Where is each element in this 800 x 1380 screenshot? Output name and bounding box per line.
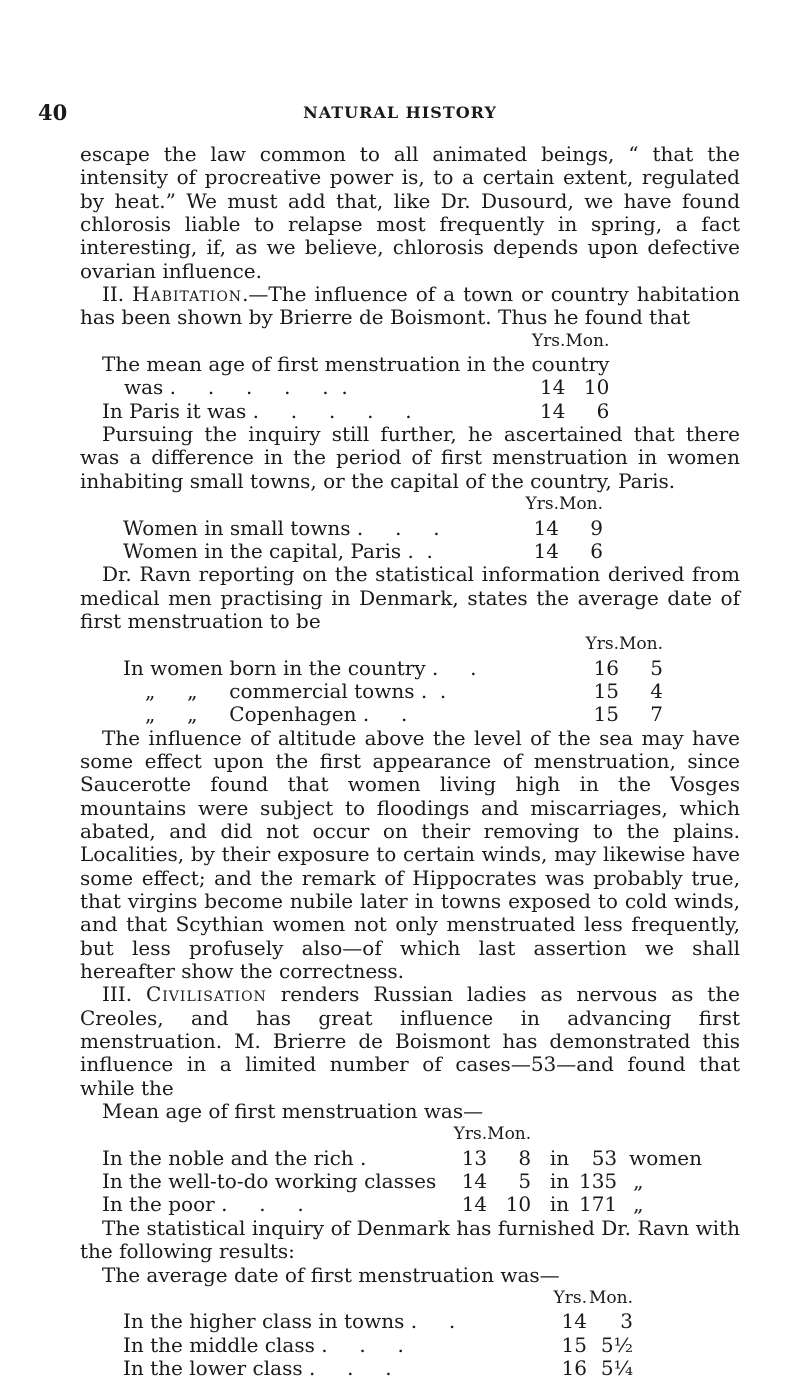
cell-mon: 4 bbox=[650, 678, 663, 703]
cell-yrs: 14 bbox=[533, 515, 559, 540]
paragraph-habitation bbox=[80, 283, 740, 330]
row-label: „ „ commercial towns bbox=[145, 678, 415, 703]
table-row bbox=[123, 680, 663, 703]
row-label: Women in the capital, Paris bbox=[123, 538, 402, 563]
cell-unit: „ bbox=[633, 1169, 644, 1194]
header-yrs: Yrs. bbox=[553, 1287, 587, 1308]
table-row bbox=[123, 540, 603, 563]
row-label: In the lower class bbox=[123, 1355, 303, 1380]
table-row bbox=[123, 1334, 633, 1357]
leader-dots: . . . . . bbox=[252, 398, 412, 423]
cell-in: in bbox=[549, 1145, 570, 1170]
cell-mon: 8 bbox=[518, 1145, 532, 1170]
cell-yrs: 15 bbox=[561, 1332, 587, 1357]
cell-yrs: 14 bbox=[461, 1169, 488, 1194]
cell-yrs: 14 bbox=[533, 538, 559, 563]
section-heading-civilisation: Civilisation bbox=[145, 982, 267, 1007]
header-mon: Mon. bbox=[619, 634, 663, 655]
cell-mon: 10 bbox=[583, 375, 610, 400]
page-number: 40 bbox=[38, 100, 68, 125]
row-label: In Paris it was bbox=[102, 398, 247, 423]
header-yrs: Yrs. bbox=[453, 1124, 488, 1145]
table-row bbox=[102, 1193, 702, 1216]
table-row bbox=[102, 1170, 702, 1193]
table-row bbox=[102, 353, 609, 376]
cell-mon: 6 bbox=[590, 538, 603, 563]
row-label: was bbox=[124, 375, 164, 400]
section-number: III. bbox=[102, 982, 146, 1007]
cell-unit: „ bbox=[633, 1192, 644, 1217]
row-label: In the middle class bbox=[123, 1332, 315, 1357]
cell-yrs: 16 bbox=[561, 1355, 587, 1380]
header-yrs: Yrs. bbox=[525, 494, 559, 515]
cell-mon: 3 bbox=[620, 1309, 633, 1334]
cell-yrs: 14 bbox=[561, 1309, 587, 1334]
cell-mon: 7 bbox=[650, 702, 663, 727]
paragraph-3: Pursuing the inquiry still further, he ascertained that there was a difference in the period of first menstruation in women inhabiting small towns, or the capital of the country, Paris. bbox=[80, 422, 740, 493]
table-classes-boismont bbox=[102, 1123, 702, 1216]
cell-mon: 5¼ bbox=[600, 1355, 633, 1380]
average-line: The average date of first menstruation was— bbox=[102, 1262, 560, 1287]
leader-dots: . . . . . . bbox=[169, 375, 348, 400]
cell-count: 171 bbox=[578, 1192, 618, 1217]
page-body bbox=[80, 143, 740, 1380]
cell-yrs: 13 bbox=[461, 1145, 488, 1170]
header-mon: Mon. bbox=[487, 1124, 532, 1145]
cell-count: 53 bbox=[591, 1145, 618, 1170]
header-mon: Mon. bbox=[565, 330, 610, 351]
table-row bbox=[123, 517, 603, 540]
header-yrs: Yrs. bbox=[531, 330, 566, 351]
leader-dots: . bbox=[360, 1145, 367, 1170]
row-label: The mean age of first menstruation in the country bbox=[102, 352, 610, 377]
cell-yrs: 15 bbox=[593, 702, 619, 727]
table-row bbox=[123, 703, 663, 726]
cell-yrs: 14 bbox=[539, 375, 566, 400]
paragraph-1: escape the law common to all animated beings, “ that the intensity of procreative power is, to a certain extent, regulated by heat.” We must add that, like Dr. Dusourd, we have found chlorosis liable to relapse most frequently in spring, a fact interesting, if, as we believe, chlorosis depends upon defective ovarian influence. bbox=[80, 142, 740, 283]
table-country-paris bbox=[102, 330, 609, 423]
paragraph-text: .—The influence of a town or country habitation has been shown by Brierre de Boismont. Thus he found that bbox=[80, 282, 741, 330]
row-label: In the well-to-do working classes bbox=[102, 1169, 437, 1194]
paragraph-text: renders Russian ladies as nervous as the Creoles, and has great influence in advancing first menstruation. M. Brierre de Boismont has demonstrated this influence in a limited number of cases—53—and found that while the bbox=[80, 982, 741, 1100]
header-yrs: Yrs. bbox=[585, 634, 619, 655]
paragraph-civilisation bbox=[80, 983, 740, 1100]
cell-yrs: 15 bbox=[593, 678, 619, 703]
leader-dots: . . . bbox=[321, 1332, 404, 1357]
table-row bbox=[102, 400, 609, 423]
row-label: In the noble and the rich bbox=[102, 1145, 354, 1170]
cell-mon: 5 bbox=[650, 655, 663, 680]
table-denmark-ravn bbox=[123, 633, 663, 726]
leader-dots: . . . bbox=[356, 515, 440, 540]
leader-dots: . . bbox=[432, 655, 477, 680]
paragraph-5: The influence of altitude above the level of the sea may have some effect upon the first appearance of menstruation, since Saucerotte found that women living high in the Vosges mountains were subject to floodings and miscarriages, which abated, and did not occur on their removing to the plains. Localities, by their exposure to certain winds, may likewise have some effect; and the remark of Hippocrates was probably true, that virgins become nubile later in towns exposed to cold winds, and that Scythian women not only menstruated less frequently, but less profusely also—of which last assertion we shall hereafter show the correctness. bbox=[80, 725, 740, 984]
leader-dots: . . . bbox=[308, 1355, 392, 1380]
section-number: II. bbox=[102, 282, 133, 307]
table-row bbox=[102, 1147, 702, 1170]
leader-dots: . . bbox=[420, 678, 447, 703]
leader-dots: . . bbox=[410, 1309, 456, 1334]
cell-mon: 5 bbox=[518, 1169, 532, 1194]
paragraph-7: The statistical inquiry of Denmark has furnished Dr. Ravn with the following results: bbox=[80, 1215, 740, 1264]
row-label: In the poor bbox=[102, 1192, 215, 1217]
cell-mon: 5½ bbox=[600, 1332, 633, 1357]
header-mon: Mon. bbox=[559, 494, 603, 515]
table-row bbox=[123, 1310, 633, 1333]
cell-mon: 9 bbox=[590, 515, 603, 540]
cell-in: in bbox=[549, 1192, 570, 1217]
page-header bbox=[0, 100, 800, 130]
row-label: Women in small towns bbox=[123, 515, 351, 540]
cell-yrs: 14 bbox=[461, 1192, 488, 1217]
row-label: In women born in the country bbox=[123, 655, 426, 680]
table-towns-capital bbox=[123, 493, 603, 563]
cell-count: 135 bbox=[578, 1169, 618, 1194]
table-classes-ravn bbox=[123, 1287, 633, 1380]
table-row bbox=[123, 657, 663, 680]
table-row bbox=[102, 376, 609, 399]
row-label: „ „ Copenhagen bbox=[145, 702, 357, 727]
mean-age-line: Mean age of first menstruation was— bbox=[102, 1099, 484, 1124]
cell-in: in bbox=[549, 1169, 570, 1194]
running-title: NATURAL HISTORY bbox=[303, 103, 497, 122]
cell-yrs: 14 bbox=[539, 398, 566, 423]
leader-dots: . . bbox=[407, 538, 433, 563]
cell-yrs: 16 bbox=[593, 655, 619, 680]
paragraph-4: Dr. Ravn reporting on the statistical information derived from medical men practising in Denmark, states the average date of first menstruation to be bbox=[80, 562, 740, 633]
table-row bbox=[123, 1357, 633, 1380]
row-label: In the higher class in towns bbox=[123, 1309, 405, 1334]
leader-dots: . . . bbox=[221, 1192, 304, 1217]
header-mon: Mon. bbox=[589, 1287, 633, 1308]
leader-dots: . . bbox=[362, 702, 408, 727]
cell-mon: 10 bbox=[505, 1192, 532, 1217]
cell-unit: women bbox=[629, 1145, 702, 1170]
cell-mon: 6 bbox=[596, 398, 610, 423]
section-heading-habitation: Habitation bbox=[132, 282, 243, 307]
